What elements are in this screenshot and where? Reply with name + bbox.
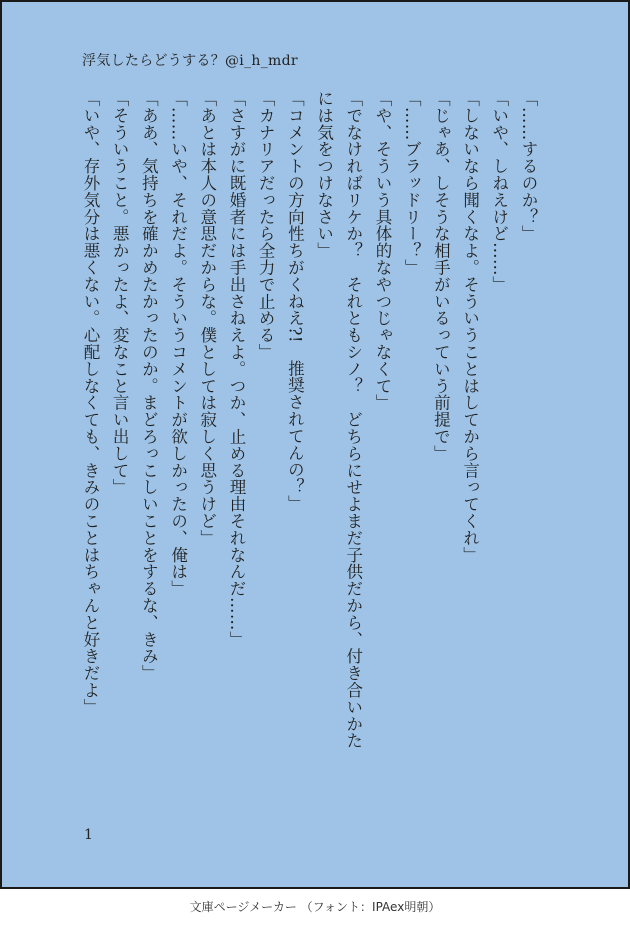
text-line: 「いや、しねえけど……」 [489, 90, 509, 293]
vertical-text-body [76, 90, 543, 760]
text-line: 「ああ、気持ちを確かめたかったのか。まどろっこしいことをするな、きみ」 [139, 90, 159, 682]
text-line: 「じゃあ、しそうな相手がいるっていう前提で」 [431, 90, 451, 462]
text-line: 「いや、存外気分は悪くない。心配しなくても、きみのことはちゃんと好きだよ」 [80, 90, 100, 716]
text-line: 「でなければリケか？ それともシノ？ どちらにせよまだ子供だから、付き合いかた [343, 90, 363, 750]
text-line: 「そういうこと。悪かったよ、変なこと言い出して」 [110, 90, 130, 496]
text-line: には気をつけなさい」 [314, 90, 334, 259]
text-line: 「あとは本人の意思だからな。僕としては寂しく思うけど」 [197, 90, 217, 547]
text-line: 「……いや、それだよ。そういうコメントが欲しかったの、俺は」 [168, 90, 188, 597]
text-line: 「や、そういう具体的なやつじゃなくて」 [372, 90, 392, 412]
text-line: 「さすがに既婚者には手出さねえよ。つか、止める理由それなんだ……」 [226, 90, 246, 648]
text-line: 「……するのか？」 [519, 90, 538, 243]
text-line: 「カナリアだったら全力で止める」 [256, 90, 276, 361]
footer-credit: 文庫ページメーカー （フォント：IPAex明朝） [189, 900, 441, 914]
text-line: 「しないなら聞くなよ。そういうことはしてから言ってくれ」 [460, 90, 480, 564]
text-line: 「コメントの方向性ちがくねえ?! 推奨されてんの？」 [285, 90, 305, 512]
page-number: 1 [84, 827, 93, 843]
page-title: 浮気したらどうする？@i_h_mdr [82, 53, 298, 69]
text-line: 「……ブラッドリー？」 [402, 90, 422, 276]
